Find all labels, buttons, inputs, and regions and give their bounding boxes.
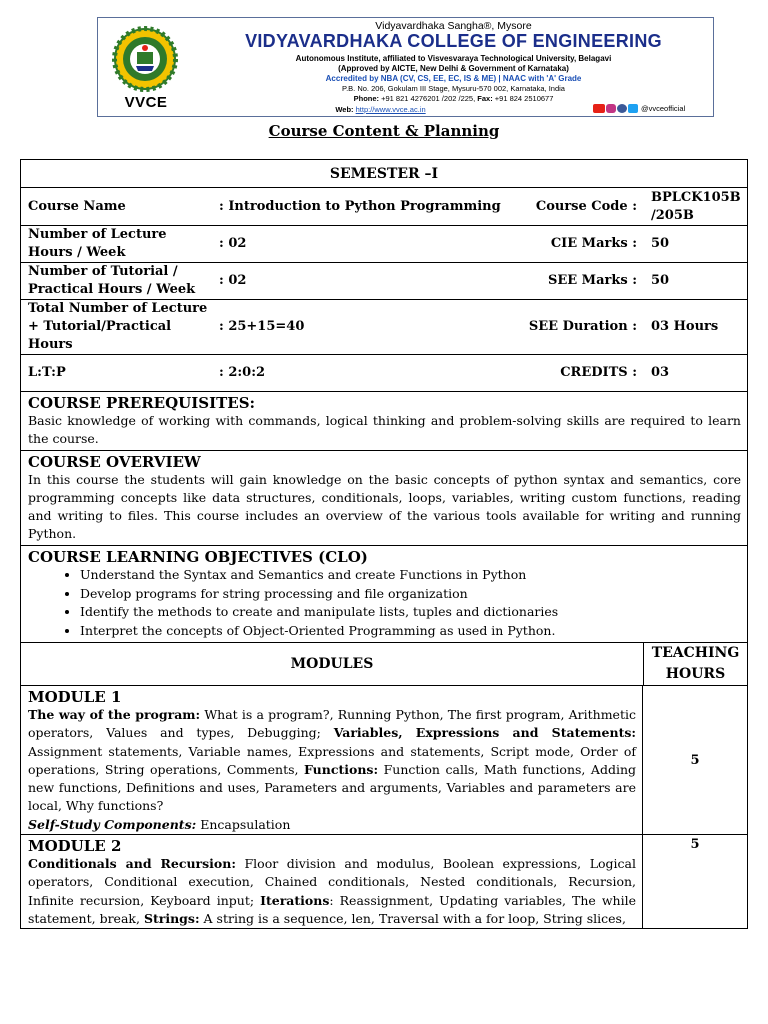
- module-2-text: [28, 855, 636, 928]
- college-seal-icon: [112, 26, 178, 92]
- module-1-row: [21, 686, 747, 835]
- info-label-2: SEE Marks :: [547, 273, 637, 288]
- info-value-2: 03: [651, 365, 670, 380]
- topic-heading: Iterations: [260, 892, 330, 908]
- logo-text: VVCE: [124, 94, 168, 111]
- phone-number: +91 821 4276201 /202 /225,: [381, 94, 476, 103]
- overview-text: In this course the students will gain knowledge on the basic concepts of python syntax and semantics, core programming concepts like data structures, conditionals, loops, variables, writing custom functions, reading and writing to files. This course includes an overview of the various tools available for writing and running Python.: [28, 472, 741, 541]
- topic-heading: Conditionals and Recursion:: [28, 856, 236, 872]
- address-line: P.B. No. 206, Gokulam III Stage, Mysuru-570 002, Karnataka, India: [342, 84, 565, 93]
- info-value: : 02: [219, 273, 247, 288]
- prerequisites-heading: COURSE PREREQUISITES:: [28, 394, 256, 412]
- info-label-2: CREDITS :: [560, 365, 637, 380]
- info-row: [21, 226, 747, 263]
- course-table: [20, 159, 748, 929]
- module-2-content: [21, 835, 643, 928]
- module-2-hours: 5: [690, 837, 700, 853]
- youtube-icon[interactable]: [593, 104, 605, 113]
- module-2-row: [21, 835, 747, 928]
- self-study-label: Self-Study Components:: [28, 816, 197, 832]
- topic-heading: Functions:: [304, 761, 379, 777]
- module-1-text: [28, 706, 636, 816]
- topic-heading: Variables, Expressions and Statements:: [333, 725, 636, 741]
- info-row: [21, 355, 747, 392]
- info-label: Number of Lecture Hours / Week: [28, 227, 167, 260]
- topic-text: What is a program?, Running Python, The first program, Arithmetic operators, Values and types, Debugging;: [28, 707, 636, 741]
- college-header: [97, 17, 714, 117]
- info-label: Course Name: [28, 198, 126, 214]
- module-1-content: [21, 686, 643, 834]
- info-value-2: 03 Hours: [651, 319, 719, 334]
- approval-line: (Approved by AICTE, New Delhi & Government of Karnataka): [338, 64, 569, 73]
- info-label-2: Course Code :: [535, 198, 637, 214]
- topic-text: : Reassignment, Updating variables, The while statement, break,: [28, 892, 636, 926]
- social-links: [593, 104, 685, 113]
- teaching-hours-line-2: HOURS: [665, 666, 726, 682]
- module-1-hours: 5: [690, 752, 700, 768]
- semester-row: SEMESTER –I: [21, 160, 747, 188]
- list-item: • Develop programs for string processing and file organization: [80, 585, 741, 604]
- accreditation-line: Accredited by NBA (CV, CS, EE, EC, IS & ME) | NAAC with 'A' Grade: [325, 74, 582, 83]
- objectives-section: [21, 546, 747, 643]
- info-label-2: CIE Marks :: [550, 236, 637, 251]
- twitter-icon[interactable]: [628, 104, 638, 113]
- teaching-hours-line-1: TEACHING: [651, 645, 740, 661]
- info-value: : Introduction to Python Programming: [219, 198, 501, 214]
- prerequisites-text: Basic knowledge of working with commands, logical thinking and problem-solving skills are required to learn the course.: [28, 413, 741, 446]
- info-row: [21, 263, 747, 300]
- instagram-icon[interactable]: [606, 104, 616, 113]
- social-handle: @vvceofficial: [641, 104, 686, 113]
- info-value-2: 50: [651, 273, 670, 288]
- info-row: [21, 188, 747, 226]
- info-value: : 25+15=40: [219, 319, 305, 334]
- modules-header-row: [21, 643, 747, 686]
- website-link[interactable]: http://www.vvce.ac.in: [355, 105, 426, 114]
- objectives-heading: COURSE LEARNING OBJECTIVES (CLO): [28, 548, 368, 566]
- sangha-line: Vidyavardhaka Sangha®, Mysore: [375, 20, 532, 32]
- topic-heading: Strings:: [143, 910, 200, 926]
- info-value: : 02: [219, 236, 247, 251]
- web-line: [198, 105, 563, 114]
- fax-label: Fax:: [477, 94, 493, 103]
- teaching-hours-heading: [644, 643, 747, 685]
- info-label: L:T:P: [28, 365, 66, 380]
- phone-line: [198, 94, 709, 103]
- overview-heading: COURSE OVERVIEW: [28, 453, 201, 471]
- info-label: Number of Tutorial / Practical Hours / Week: [28, 264, 196, 297]
- self-study-text: Encapsulation: [196, 816, 291, 832]
- facebook-icon[interactable]: [617, 104, 627, 113]
- prerequisites-section: [21, 392, 747, 451]
- info-value: : 2:0:2: [219, 365, 266, 380]
- topic-text: Assignment statements, Variable names, Expressions and statements, Script mode, Order of operations, String operations, Comments,: [28, 743, 636, 777]
- topic-text: Floor division and modulus, Boolean expressions, Logical operators, Conditional execution, Chained conditionals, Nested conditionals, Recursion, Infinite recursion, Keyboard input;: [28, 856, 636, 908]
- info-label: Total Number of Lecture + Tutorial/Practical Hours: [28, 301, 208, 352]
- page-title: Course Content & Planning: [268, 122, 500, 140]
- info-value-2: BPLCK105B /205B: [651, 189, 741, 223]
- modules-heading: MODULES: [21, 643, 644, 685]
- phone-label: Phone:: [353, 94, 380, 103]
- fax-number: +91 824 2510677: [494, 94, 554, 103]
- module-1-self-study: [28, 816, 636, 834]
- topic-text: Function calls, Math functions, Adding new functions, Definitions and uses, Parameters and arguments, Variables and parameters are local, Why functions?: [28, 761, 636, 814]
- info-label-2: SEE Duration :: [528, 319, 637, 334]
- overview-section: [21, 451, 747, 546]
- college-name: VIDYAVARDHAKA COLLEGE OF ENGINEERING: [245, 31, 662, 51]
- list-item: • Identify the methods to create and manipulate lists, tuples and dictionaries: [80, 603, 741, 622]
- info-row: [21, 300, 747, 355]
- autonomous-line: Autonomous Institute, affiliated to Visvesvaraya Technological University, Belagavi: [295, 54, 612, 63]
- module-2-title: MODULE 2: [28, 837, 122, 856]
- web-label: Web:: [335, 105, 354, 114]
- module-1-title: MODULE 1: [28, 688, 122, 706]
- list-item: • Understand the Syntax and Semantics and create Functions in Python: [80, 566, 741, 585]
- objectives-list: [28, 566, 741, 640]
- topic-heading: The way of the program:: [28, 707, 201, 722]
- info-value-2: 50: [651, 236, 670, 251]
- topic-text: A string is a sequence, len, Traversal with a for loop, String slices,: [199, 910, 626, 926]
- list-item: • Interpret the concepts of Object-Oriented Programming as used in Python.: [80, 622, 741, 641]
